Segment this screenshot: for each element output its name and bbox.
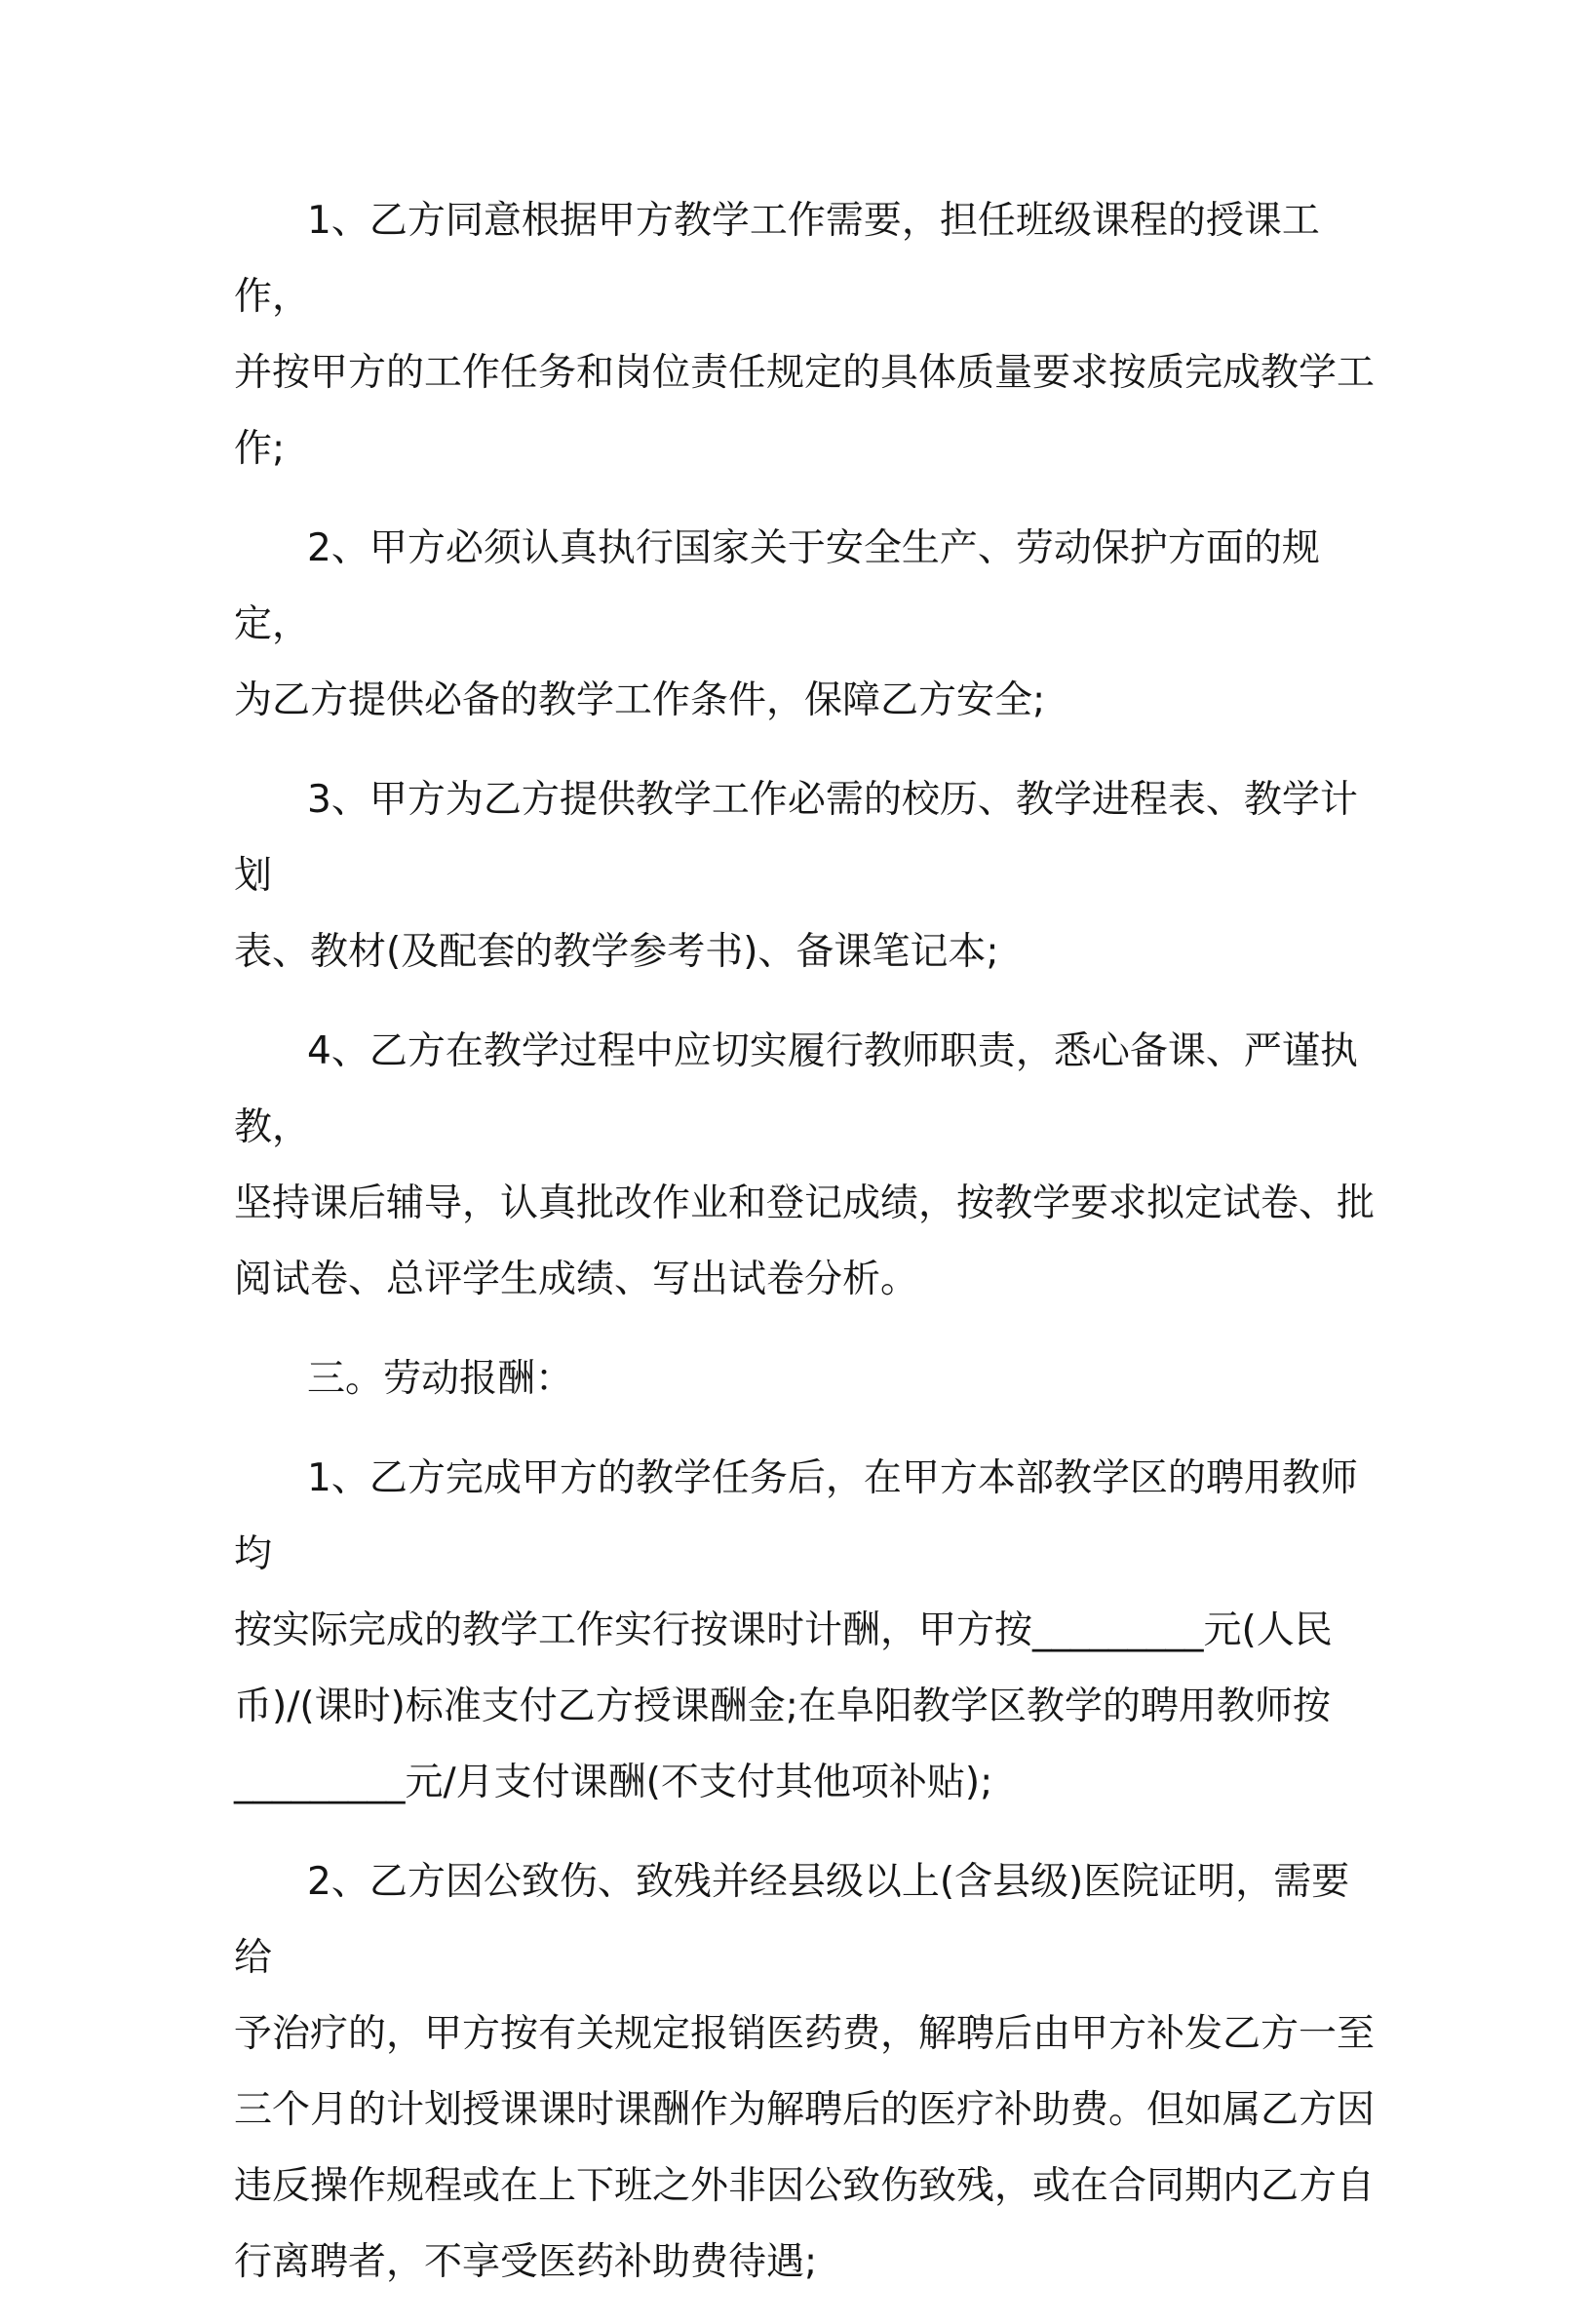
paragraph-5 [234, 1441, 1375, 1821]
paragraph-4 [234, 1014, 1375, 1318]
paragraph-line: 2、甲方必须认真执行国家关于安全生产、劳动保护方面的规定， [234, 526, 1320, 646]
section-heading-line: 三。劳动报酬： [307, 1357, 574, 1401]
paragraph-line: 三个月的计划授课课时课酬作为解聘后的医疗补助费。但如属乙方因 [234, 2088, 1376, 2132]
paragraph-3 [234, 762, 1375, 990]
paragraph-1 [234, 183, 1375, 487]
paragraph-line: 阅试卷、总评学生成绩、写出试卷分析。 [234, 1258, 919, 1301]
paragraph-line: 表、教材(及配套的教学参考书)、备课笔记本; [234, 930, 999, 974]
paragraph-line: 1、乙方完成甲方的教学任务后，在甲方本部教学区的聘用教师均 [234, 1456, 1358, 1576]
paragraph-line: 行离聘者，不享受医药补助费待遇; [234, 2240, 818, 2284]
paragraph-line: 并按甲方的工作任务和岗位责任规定的具体质量要求按质完成教学工 [234, 351, 1376, 395]
paragraph-line: 3、甲方为乙方提供教学工作必需的校历、教学进程表、教学计划 [234, 778, 1358, 898]
paragraph-line: _________元/月支付课酬(不支付其他项补贴); [234, 1761, 993, 1804]
paragraph-line: 坚持课后辅导，认真批改作业和登记成绩，按教学要求拟定试卷、批 [234, 1181, 1376, 1225]
paragraph-line: 4、乙方在教学过程中应切实履行教师职责，悉心备课、严谨执教， [234, 1029, 1358, 1149]
paragraph-line: 违反操作规程或在上下班之外非因公致伤致残，或在合同期内乙方自 [234, 2164, 1376, 2208]
paragraph-line: 币)/(课时)标准支付乙方授课酬金;在阜阳教学区教学的聘用教师按 [234, 1685, 1331, 1728]
document-body [234, 183, 1375, 2324]
paragraph-6 [234, 1844, 1375, 2301]
paragraph-2 [234, 511, 1375, 739]
paragraph-line: 予治疗的，甲方按有关规定报销医药费，解聘后由甲方补发乙方一至 [234, 2012, 1376, 2056]
section-heading-labor-pay [234, 1341, 1375, 1417]
paragraph-line: 作; [234, 427, 286, 471]
paragraph-line: 2、乙方因公致伤、致残并经县级以上(含县级)医院证明，需要给 [234, 1860, 1350, 1980]
paragraph-line: 为乙方提供必备的教学工作条件，保障乙方安全; [234, 678, 1046, 722]
paragraph-line: 按实际完成的教学工作实行按课时计酬，甲方按_________元(人民 [234, 1608, 1333, 1652]
paragraph-line: 1、乙方同意根据甲方教学工作需要，担任班级课程的授课工作， [234, 199, 1320, 319]
